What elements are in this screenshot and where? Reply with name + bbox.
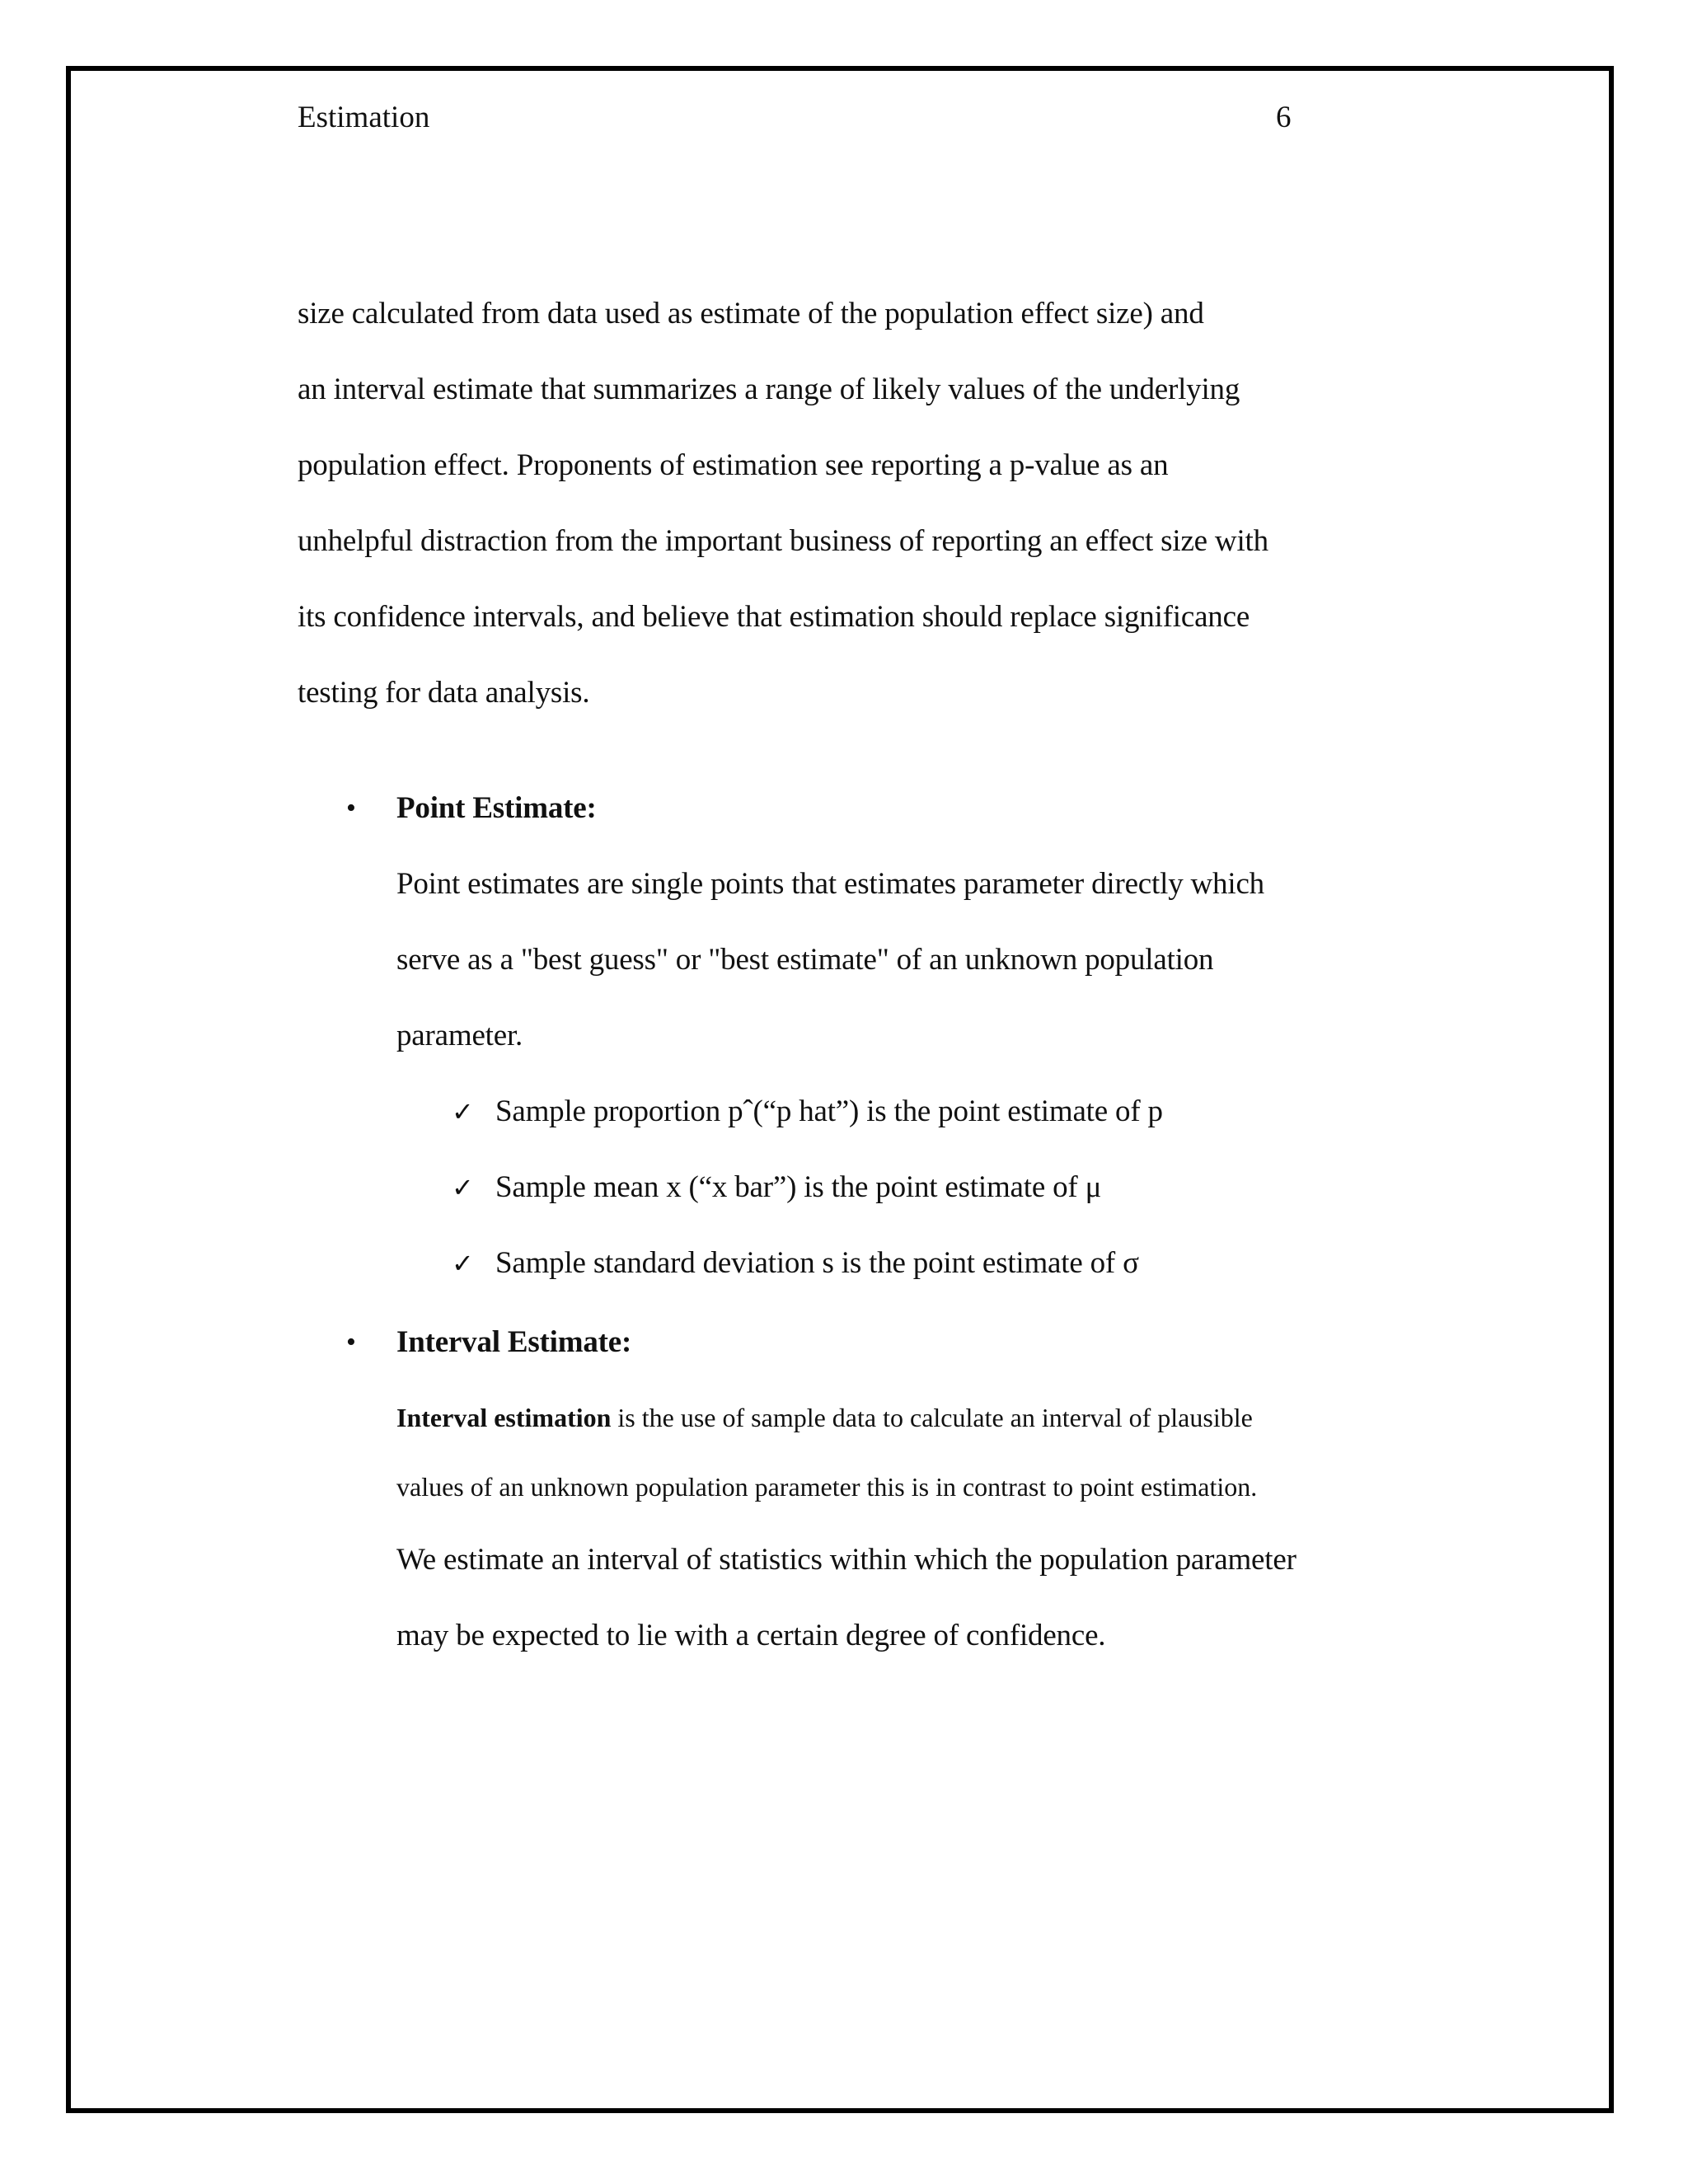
checkmark-icon: ✓: [452, 1172, 474, 1203]
paragraph-line: an interval estimate that summarizes a range of likely values of the underlying: [298, 373, 1240, 406]
definition-line: [396, 1399, 1253, 1436]
check-list-item: Sample standard deviation s is the point estimate of σ: [495, 1246, 1139, 1280]
checkmark-icon: ✓: [452, 1096, 474, 1127]
check-list-item: Sample proportion pˆ(“p hat”) is the point estimate of p: [495, 1094, 1163, 1128]
checkmark-icon: ✓: [452, 1248, 474, 1279]
paragraph-line: Point estimates are single points that estimates parameter directly which: [396, 867, 1264, 901]
paragraph-line: parameter.: [396, 1019, 523, 1052]
definition-text: is the use of sample data to calculate an interval of plausible: [611, 1403, 1253, 1432]
interval-estimate-heading: Interval Estimate:: [396, 1325, 632, 1359]
bullet-icon: •: [346, 1327, 356, 1357]
point-estimate-heading: Point Estimate:: [396, 791, 597, 825]
definition-term: Interval estimation: [396, 1403, 612, 1432]
bullet-icon: •: [346, 793, 356, 823]
paragraph-line: serve as a "best guess" or "best estimate" of an unknown population: [396, 943, 1214, 977]
check-list-item: Sample mean x (“x bar”) is the point estimate of μ: [495, 1170, 1102, 1204]
paragraph-line: its confidence intervals, and believe that estimation should replace significance: [298, 600, 1250, 634]
running-head: Estimation: [298, 101, 430, 134]
paragraph-line: population effect. Proponents of estimation see reporting a p-value as an: [298, 448, 1169, 482]
paragraph-line: testing for data analysis.: [298, 676, 590, 710]
paragraph-line: size calculated from data used as estimate of the population effect size) and: [298, 297, 1204, 330]
paragraph-line: unhelpful distraction from the important business of reporting an effect size with: [298, 524, 1268, 558]
paragraph-line: may be expected to lie with a certain degree of confidence.: [396, 1619, 1106, 1652]
paragraph-line: We estimate an interval of statistics within which the population parameter: [396, 1543, 1296, 1577]
page-number: 6: [1276, 101, 1292, 134]
definition-line: values of an unknown population parameter this is in contrast to point estimation.: [396, 1472, 1258, 1502]
